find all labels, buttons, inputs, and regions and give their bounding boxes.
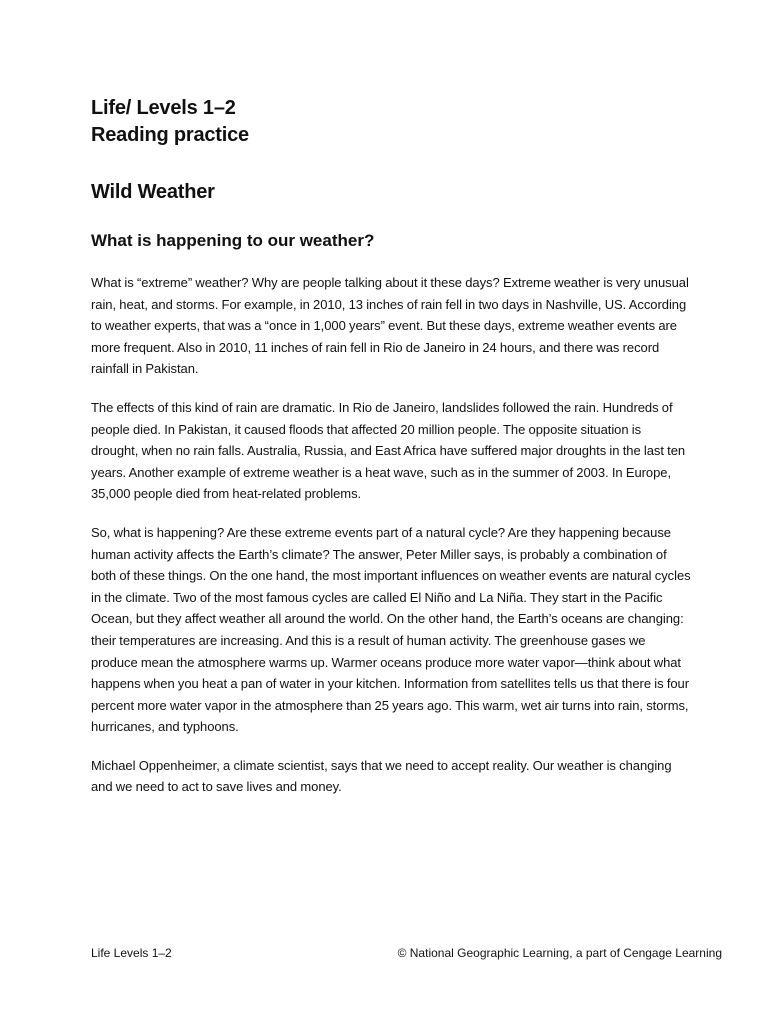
footer-copyright: © National Geographic Learning, a part of Cengage Learning	[397, 946, 722, 960]
article-paragraph: The effects of this kind of rain are dramatic. In Rio de Janeiro, landslides followed the rain. Hundreds of people died. In Pakistan, it caused floods that affected 20 million people. The opposite situation is drought, when no rain falls. Australia, Russia, and East Africa have suffered major droughts in the last ten years. Another example of extreme weather is a heat wave, such as in the summer of 2003. In Europe, 35,000 people died from heat-related problems.	[91, 399, 686, 502]
page-footer	[91, 944, 722, 962]
article-paragraph: What is “extreme” weather? Why are people talking about it these days? Extreme weather is very unusual rain, heat, and storms. For example, in 2010, 13 inches of rain fell in two days in Nashville, US. According to weather experts, that was a “once in 1,000 years” event. But these days, extreme weather events are more frequent. Also in 2010, 11 inches of rain fell in Rio de Janeiro in 24 hours, and there was record rainfall in Pakistan.	[91, 275, 689, 377]
header-course-title: Life/ Levels 1–2	[91, 97, 236, 119]
header-section-title: Reading practice	[91, 124, 249, 146]
article-paragraph: So, what is happening? Are these extreme events part of a natural cycle? Are they happening because human activity affects the Earth’s climate? The answer, Peter Miller says, is probably a combination of both of these things. On the one hand, the most important influences on weather events are natural cycles in the climate. Two of the most famous cycles are called El Niño and La Niña. They start in the Pacific Ocean, but they affect weather all around the world. On the other hand, the Earth’s oceans are changing: their temperatures are increasing. And this is a result of human activity. The greenhouse gases we produce mean the atmosphere warms up. Warmer oceans produce more water vapor—think about what happens when you heat a pan of water in your kitchen. Information from satellites tells us that there is four percent more water vapor in the atmosphere than 25 years ago. This warm, wet air turns into rain, storms, hurricanes, and typhoons.	[91, 524, 691, 735]
document-content	[91, 95, 691, 798]
article-title: Wild Weather	[91, 181, 215, 203]
article-paragraph: Michael Oppenheimer, a climate scientist, says that we need to accept reality. Our weather is changing and we need to act to save lives and money.	[91, 757, 672, 795]
article-subtitle: What is happening to our weather?	[91, 231, 375, 250]
document-header	[91, 95, 691, 149]
footer-course-label: Life Levels 1–2	[91, 946, 172, 960]
